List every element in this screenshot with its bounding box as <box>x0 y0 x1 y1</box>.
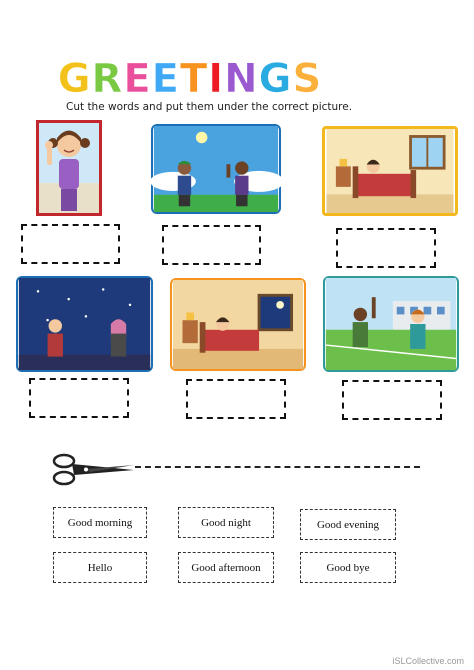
word-card-good-morning[interactable]: Good morning <box>53 507 147 538</box>
title-letter: E <box>123 56 152 102</box>
picture-girl-bed-night <box>170 278 306 371</box>
title-letter: R <box>91 56 124 102</box>
girl-in-bed-night-icon <box>172 280 304 369</box>
answer-box-2[interactable] <box>162 225 261 265</box>
girl-waking-bedroom-icon <box>325 129 455 213</box>
girl-waving-icon <box>39 123 99 213</box>
title-letter: T <box>179 56 209 102</box>
answer-box-3[interactable] <box>336 228 436 268</box>
footer-watermark: iSLCollective.com <box>392 656 464 666</box>
title-letter: G <box>57 56 92 102</box>
picture-girl-waving <box>36 120 102 216</box>
word-card-hello[interactable]: Hello <box>53 552 147 583</box>
answer-box-4[interactable] <box>29 378 129 418</box>
cut-line <box>135 466 420 468</box>
word-card-good-evening[interactable]: Good evening <box>300 509 396 540</box>
answer-box-6[interactable] <box>342 380 442 420</box>
friends-waving-night-icon <box>18 278 151 370</box>
word-card-good-bye[interactable]: Good bye <box>300 552 396 583</box>
worksheet-title <box>57 50 323 106</box>
kids-waving-goodbye-icon <box>325 278 457 370</box>
answer-box-5[interactable] <box>186 379 286 419</box>
answer-box-1[interactable] <box>21 224 120 264</box>
picture-friends-night <box>16 276 153 372</box>
boys-waving-day-icon <box>153 126 279 212</box>
title-letter: E <box>151 56 180 102</box>
picture-boys-waving-day <box>151 124 281 214</box>
word-card-good-afternoon[interactable]: Good afternoon <box>178 552 274 583</box>
word-card-good-night[interactable]: Good night <box>178 507 274 538</box>
title-letter: N <box>224 56 259 102</box>
picture-girl-waking <box>322 126 458 216</box>
picture-kids-goodbye <box>323 276 459 372</box>
title-letter: I <box>208 56 225 102</box>
title-letter: S <box>292 56 323 102</box>
title-letter: G <box>258 56 293 102</box>
title-text <box>58 56 323 102</box>
scissors-icon <box>50 452 138 486</box>
instructions: Cut the words and put them under the correct picture. <box>66 101 353 113</box>
